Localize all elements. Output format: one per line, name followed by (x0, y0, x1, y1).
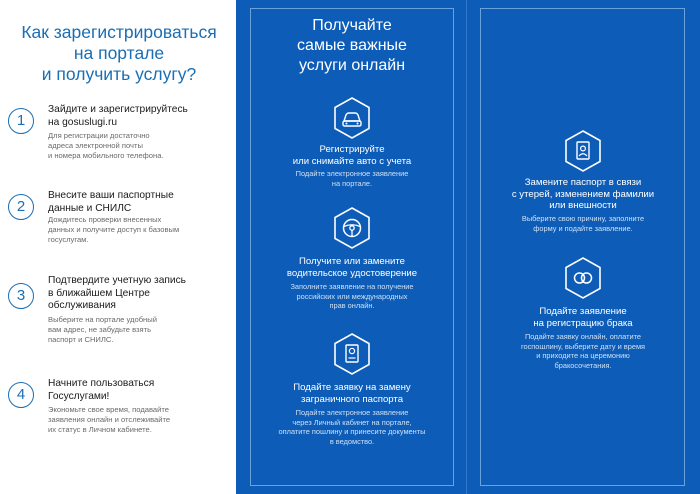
steering-wheel-icon (332, 206, 372, 250)
service-description: Выберите свою причину, заполните форму и подайте заявление. (521, 214, 645, 233)
service-title: Подайте заявление на регистрацию брака (533, 306, 633, 329)
step-number: 2 (8, 194, 34, 220)
step-number: 3 (8, 283, 34, 309)
services-panel-middle (236, 0, 467, 494)
service-title: Замените паспорт в связи с утерей, изменением фамилии или внешности (511, 177, 655, 211)
step-title: Внесите ваши паспортные данные и СНИЛС (48, 190, 174, 214)
wedding-rings-icon (563, 256, 603, 300)
car-icon (332, 96, 372, 140)
service-title: Получите или замените водительское удостоверение (286, 256, 418, 279)
step-description: Экономьте свое время, подавайте заявления онлайн и отслеживайте их статус в Личном кабинете. (48, 405, 171, 434)
step-description: Для регистрации достаточно адреса электронной почты и номера мобильного телефона. (48, 131, 164, 160)
step-title: Начните пользоваться Госуслугами! (48, 378, 155, 402)
step-description: Выберите на портале удобный вам адрес, не забудьте взять паспорт и СНИЛС. (48, 315, 157, 344)
service-description: Заполните заявление на получение российских или международных прав онлайн. (290, 282, 414, 310)
id-card-icon (563, 129, 603, 173)
services-panel-right (467, 0, 700, 494)
service-title: Регистрируйте или снимайте авто с учета (292, 144, 412, 167)
service-description: Подайте электронное заявление на портале. (295, 169, 409, 188)
step-number: 1 (8, 108, 34, 134)
service-title: Подайте заявку на замену заграничного паспорта (293, 382, 411, 405)
registration-steps-panel (0, 0, 236, 494)
steps-heading: Как зарегистрироваться на портале и получить услугу? (21, 22, 217, 84)
service-description: Подайте электронное заявление через Личный кабинет на портале, оплатите пошлину и принесите документы в ведомство. (278, 408, 426, 446)
step-description: Дождитесь проверки внесенных данных и получите доступ к базовым госуслугам. (48, 215, 180, 244)
service-description: Подайте заявку онлайн, оплатите госпошлину, выберите дату и время и приходите на церемонию бракосочетания. (520, 332, 646, 370)
step-title: Зайдите и зарегистрируйтесь на gosuslugi.ru (48, 104, 188, 128)
step-number: 4 (8, 382, 34, 408)
step-title: Подтвердите учетную запись в ближайшем Центре обслуживания (48, 275, 186, 311)
panel-frame (480, 8, 685, 486)
passport-icon (332, 332, 372, 376)
services-heading: Получайте самые важные услуги онлайн (297, 17, 407, 74)
